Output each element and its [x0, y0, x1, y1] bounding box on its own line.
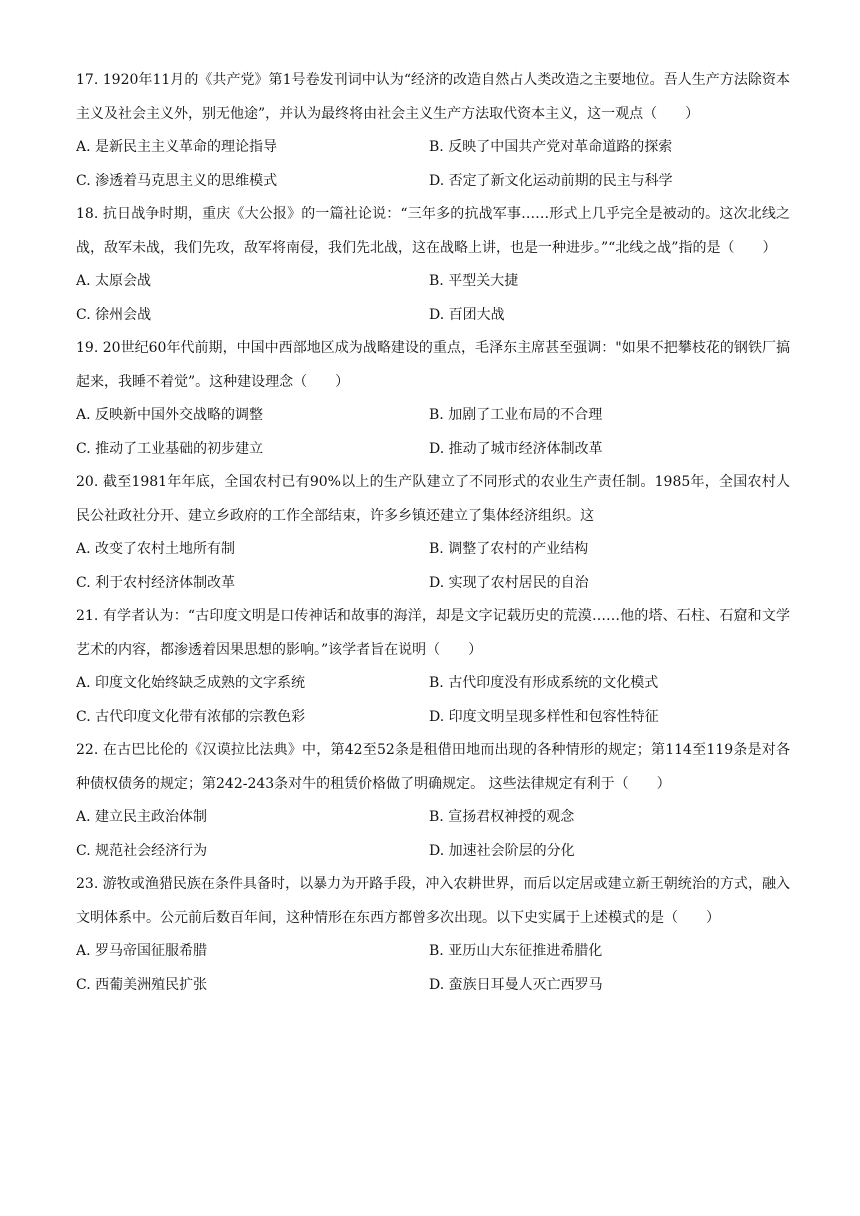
option-b: B. 宣扬君权神授的观念: [429, 809, 575, 825]
question-stem: 18. 抗日战争时期，重庆《大公报》的一篇社论说：“三年多的抗战军事……形式上几乎完全是被动的。这次北线之战，敌军未战，我们先攻，敌军将南侵，我们先北战，这在战略上讲，也是一种进步。”“北线之战”指的是（ ）: [76, 206, 790, 256]
option-grid: [76, 265, 790, 332]
question-19: [76, 332, 790, 466]
option-d: D. 印度文明呈现多样性和包容性特征: [429, 708, 659, 725]
option-a: A. 建立民主政治体制: [76, 809, 208, 825]
option-c: C. 西葡美洲殖民扩张: [76, 976, 208, 993]
option-grid: [76, 399, 790, 466]
question-stem: 20. 截至1981年年底，全国农村已有90%以上的生产队建立了不同形式的农业生产责任制。1985年，全国农村人民公社政社分开、建立乡政府的工作全部结束，许多乡镇还建立了集体经济组织。这: [76, 474, 790, 524]
question-stem: 23. 游牧或渔猎民族在条件具备时，以暴力为开路手段，冲入农耕世界，而后以定居或建立新王朝统治的方式，融入文明体系中。公元前后数百年间，这种情形在东西方都曾多次出现。以下史实属于上述模式的是（ ）: [76, 876, 790, 926]
question-22: [76, 734, 790, 868]
option-b: B. 平型关大捷: [429, 273, 519, 289]
option-a: A. 是新民主主义革命的理论指导: [76, 139, 278, 155]
option-d: D. 蛮族日耳曼人灭亡西罗马: [429, 976, 603, 993]
option-b: B. 反映了中国共产党对革命道路的探索: [429, 139, 673, 155]
option-a: A. 太原会战: [76, 273, 152, 289]
question-stem: 21. 有学者认为：“古印度文明是口传神话和故事的海洋，却是文字记载历史的荒漠……他的塔、石柱、石窟和文学艺术的内容，都渗透着因果思想的影响。”该学者旨在说明（ ）: [76, 608, 790, 658]
option-c: C. 徐州会战: [76, 306, 152, 323]
option-d: D. 推动了城市经济体制改革: [429, 440, 603, 457]
option-c: C. 规范社会经济行为: [76, 842, 208, 859]
option-c: C. 古代印度文化带有浓郁的宗教色彩: [76, 708, 306, 725]
question-stem: 22. 在古巴比伦的《汉谟拉比法典》中，第42至52条是租借田地而出现的各种情形的规定；第114至119条是对各种债权债务的规定；第242-243条对牛的租赁价格做了明确规定。 这些法律规定有利于（ ）: [76, 742, 790, 792]
option-b: B. 亚历山大东征推进希腊化: [429, 943, 603, 959]
question-17: [76, 64, 790, 198]
question-18: [76, 198, 790, 332]
option-b: B. 古代印度没有形成系统的文化模式: [429, 675, 659, 691]
question-20: [76, 466, 790, 600]
option-grid: [76, 935, 790, 1002]
option-a: A. 印度文化始终缺乏成熟的文字系统: [76, 675, 306, 691]
question-stem: 19. 20世纪60年代前期，中国中西部地区成为战略建设的重点，毛泽东主席甚至强调："如果不把攀枝花的钢铁厂搞起来，我睡不着觉”。这种建设理念（ ）: [76, 340, 790, 390]
option-c: C. 利于农村经济体制改革: [76, 574, 236, 591]
option-c: C. 推动了工业基础的初步建立: [76, 440, 264, 457]
option-b: B. 加剧了工业布局的不合理: [429, 407, 603, 423]
option-d: D. 加速社会阶层的分化: [429, 842, 575, 859]
option-grid: [76, 667, 790, 734]
option-d: D. 百团大战: [429, 306, 505, 323]
option-a: A. 改变了农村土地所有制: [76, 541, 236, 557]
option-a: A. 罗马帝国征服希腊: [76, 943, 208, 959]
question-21: [76, 600, 790, 734]
option-b: B. 调整了农村的产业结构: [429, 541, 589, 557]
option-grid: [76, 131, 790, 198]
option-grid: [76, 533, 790, 600]
option-d: D. 否定了新文化运动前期的民主与科学: [429, 172, 673, 189]
option-c: C. 渗透着马克思主义的思维模式: [76, 172, 278, 189]
option-grid: [76, 801, 790, 868]
question-23: [76, 868, 790, 1002]
question-stem: 17. 1920年11月的《共产党》第1号卷发刊词中认为“经济的改造自然占人类改造之主要地位。吾人生产方法除资本主义及社会主义外，别无他途”，并认为最终将由社会主义生产方法取代资本主义，这一观点（ ）: [76, 72, 790, 122]
option-d: D. 实现了农村居民的自治: [429, 574, 589, 591]
option-a: A. 反映新中国外交战略的调整: [76, 407, 264, 423]
